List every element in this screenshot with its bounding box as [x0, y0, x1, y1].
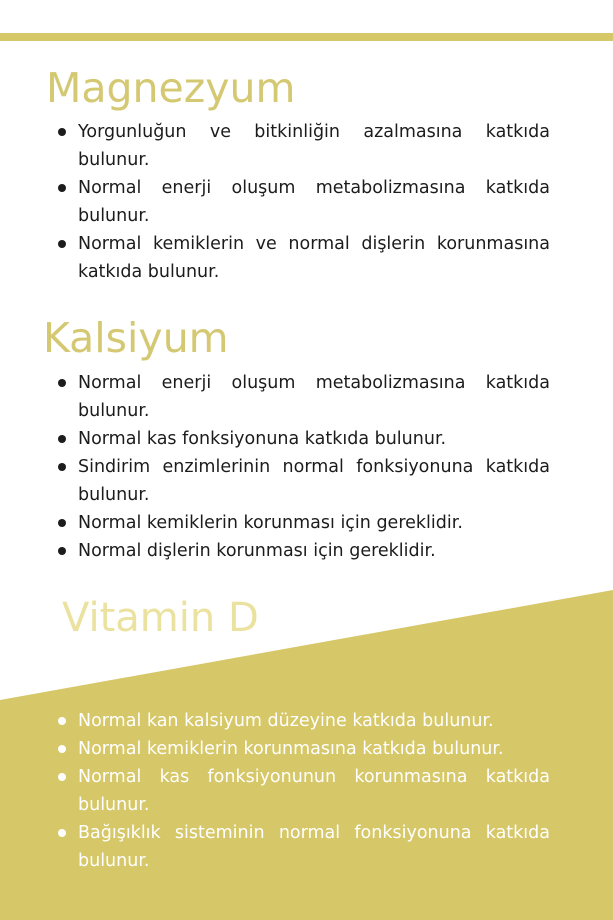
bullet-icon — [58, 519, 66, 527]
list-item — [56, 230, 550, 286]
bullet-icon — [58, 240, 66, 248]
list-item — [56, 174, 550, 230]
list-item — [56, 118, 550, 174]
list-item-text: Normal dişlerin korunması için gereklidir. — [78, 541, 436, 561]
section-title-kalsiyum: Kalsiyum — [43, 314, 229, 362]
list-item-text: Yorgunluğun ve bitkinliğin azalmasına katkıda bulunur. — [78, 122, 550, 170]
bullet-icon — [58, 463, 66, 471]
list-item-text: Normal kan kalsiyum düzeyine katkıda bulunur. — [78, 711, 494, 731]
list-item — [56, 369, 550, 425]
list-item — [56, 763, 550, 819]
list-item-text: Normal kas fonksiyonunun korunmasına katkıda bulunur. — [78, 767, 550, 815]
bullet-icon — [58, 829, 66, 837]
bullet-icon — [58, 184, 66, 192]
list-item-text: Normal kas fonksiyonuna katkıda bulunur. — [78, 429, 447, 449]
section-title-magnezyum: Magnezyum — [46, 64, 296, 112]
bullet-icon — [58, 745, 66, 753]
list-item — [56, 453, 550, 509]
list-item — [56, 819, 550, 875]
magnezyum-list — [56, 118, 550, 286]
bullet-icon — [58, 547, 66, 555]
list-item-text: Sindirim enzimlerinin normal fonksiyonuna katkıda bulunur. — [78, 457, 550, 505]
list-item — [56, 425, 550, 453]
list-item — [56, 537, 550, 565]
list-item-text: Normal enerji oluşum metabolizmasına katkıda bulunur. — [78, 373, 550, 421]
list-item-text: Bağışıklık sisteminin normal fonksiyonuna katkıda bulunur. — [78, 823, 550, 871]
list-item-text: Normal enerji oluşum metabolizmasına katkıda bulunur. — [78, 178, 550, 226]
bullet-icon — [58, 435, 66, 443]
list-item — [56, 735, 550, 763]
bullet-icon — [58, 717, 66, 725]
bullet-icon — [58, 379, 66, 387]
vitamin-d-list — [56, 707, 550, 875]
list-item-text: Normal kemiklerin ve normal dişlerin korunmasına katkıda bulunur. — [78, 234, 550, 282]
list-item-text: Normal kemiklerin korunmasına katkıda bulunur. — [78, 739, 504, 759]
list-item — [56, 509, 550, 537]
kalsiyum-list — [56, 369, 550, 565]
bullet-icon — [58, 773, 66, 781]
bullet-icon — [58, 128, 66, 136]
section-title-vitamin-d: Vitamin D — [62, 595, 259, 641]
list-item-text: Normal kemiklerin korunması için gereklidir. — [78, 513, 463, 533]
list-item — [56, 707, 550, 735]
